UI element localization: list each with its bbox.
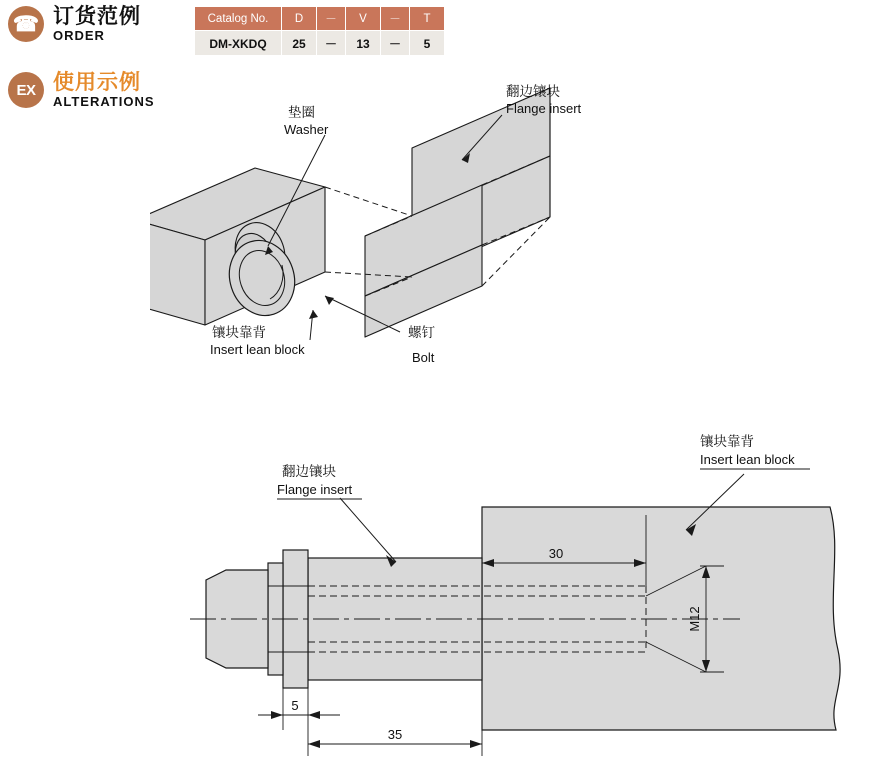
section-insert-lean-block-label-en: Insert lean block [700,452,795,467]
dimension-5 [258,680,340,756]
dimension-35 [308,727,482,756]
table-header-cell: － [381,7,410,31]
flange-insert-label-cn: 翻边镶块 [506,84,560,99]
dim5-arrow-left [271,711,283,719]
table-row [195,31,445,56]
washer-label-cn: 垫圈 [288,105,315,120]
table-header-cell: D [282,7,317,31]
table-cell-catalog-no: DM-XKDQ [195,31,282,56]
dim5-arrow-right [308,711,320,719]
table-cell-dash1: － [317,31,346,56]
table-header-cell: Catalog No. [195,7,282,31]
alterations-badge [8,72,155,109]
table-cell-t: 5 [410,31,445,56]
ex-icon [8,72,44,108]
alterations-badge-text [53,72,155,109]
section-view-figure [0,400,874,784]
isometric-assembly-figure [150,60,710,390]
phone-glyph: ☎ [12,12,40,36]
section-flange-insert-label-en: Flange insert [277,482,353,497]
order-badge [8,6,141,43]
flange-insert-leader-line [340,498,396,562]
table-header-cell: V [346,7,381,31]
table-cell-v: 13 [346,31,381,56]
dim35-text: 35 [387,727,403,742]
dim30-text: 30 [548,546,564,561]
washer-label-en: Washer [284,122,329,137]
section-flange-insert-label-cn: 翻边镶块 [282,464,336,479]
table-cell-dash2: － [381,31,410,56]
insert-lean-block-label-en: Insert lean block [210,342,305,357]
order-title-cn: 订货范例 [53,5,141,28]
dim5-text: 5 [291,698,299,713]
alterations-title-en: ALTERATIONS [53,94,155,110]
alterations-title-cn: 使用示例 [53,71,141,94]
order-title-en: ORDER [53,28,105,44]
catalog-table [194,6,445,56]
m12-text: M12 [687,606,702,632]
order-badge-text [53,6,141,43]
isometric-assembly-svg [150,60,710,390]
table-header-row [195,7,445,31]
table-cell-d: 25 [282,31,317,56]
bolt-label-cn: 螺钉 [408,325,435,340]
table-header-cell: T [410,7,445,31]
table-header-cell: － [317,7,346,31]
insert-lean-block-label-cn: 镶块靠背 [212,325,266,340]
ex-badge-label: EX [16,81,36,99]
section-view-svg [0,400,874,784]
phone-icon [8,6,44,42]
bolt-label-en: Bolt [412,350,435,365]
dim35-arrow-right [470,740,482,748]
dim35-arrow-left [308,740,320,748]
flange-insert-label-en: Flange insert [506,101,582,116]
section-insert-lean-block-label-cn: 镶块靠背 [700,434,754,449]
